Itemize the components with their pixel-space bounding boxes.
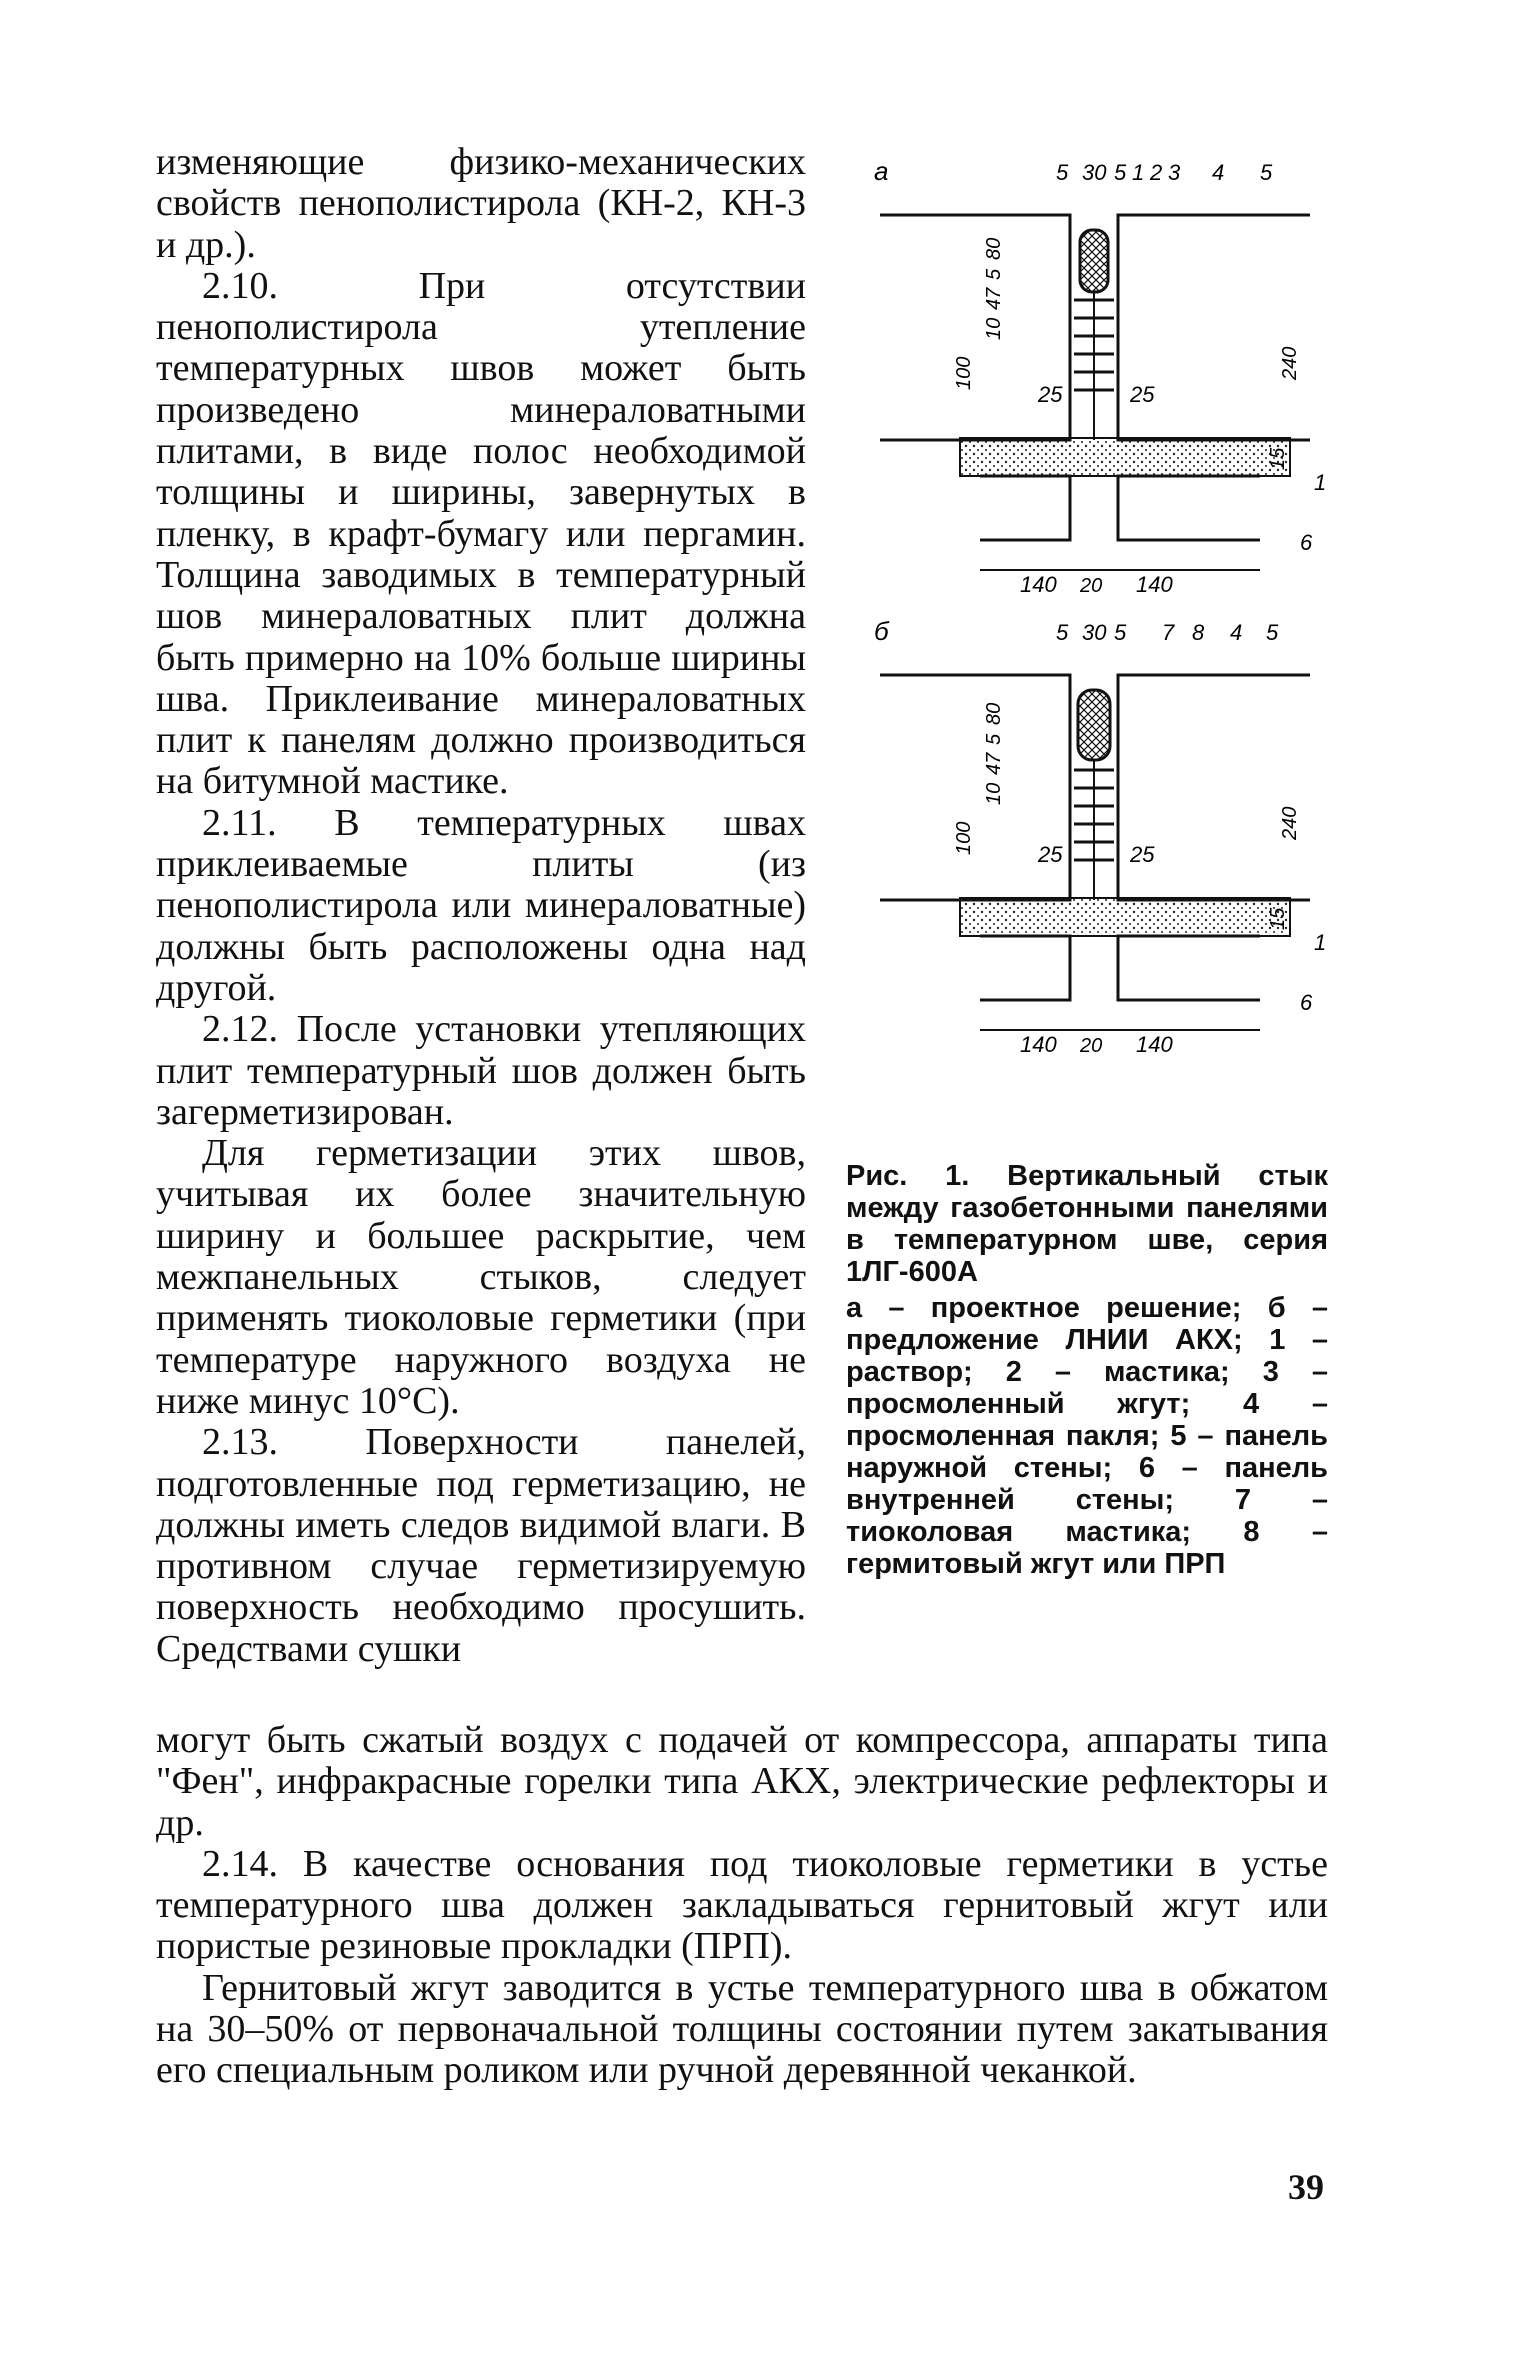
top-num-b-2: 30 xyxy=(1082,620,1107,645)
side-dim-b-47: 47 xyxy=(983,752,1005,775)
full-width-text xyxy=(156,1720,1328,2092)
paragraph-2-11: 2.11. В температурных швах приклеиваемые плиты (из пенополистирола или минераловатные) должны быть расположены одна над другой. xyxy=(156,801,806,1009)
paragraph-sealing: Для герметизации этих швов, учитывая их более значительную ширину и большее раскрытие, чем межпанельных стыков, следует применять тиоколовые герметики (при температуре наружного воздуха не ниже минус 10°С). xyxy=(156,1132,806,1422)
label-b: б xyxy=(874,616,889,646)
top-num-b-5: 8 xyxy=(1192,620,1205,645)
side-dim-47: 47 xyxy=(983,287,1005,310)
paragraph-gernit: Гернитовый жгут заводится в устье температурного шва в обжатом на 30–50% от первоначальной толщины состоянии путем закатывания его специальным роликом или ручной деревянной чеканкой. xyxy=(156,1966,1328,2092)
dim-140-right: 140 xyxy=(1136,572,1173,597)
dim-b-20: 20 xyxy=(1080,1035,1103,1057)
dim-b-25-right: 25 xyxy=(1130,842,1155,867)
paragraph-2-13-continued: могут быть сжатый воздух с подачей от компрессора, аппараты типа "Фен", инфракрасные горелки типа АКХ, электрические рефлекторы и др. xyxy=(156,1719,1328,1844)
top-num-a-2: 30 xyxy=(1082,160,1107,185)
side-dim-b-5: 5 xyxy=(983,733,1005,745)
dim-20: 20 xyxy=(1080,575,1103,597)
side-dim-b-80: 80 xyxy=(983,702,1005,725)
dim-b-140-left: 140 xyxy=(1020,1032,1057,1057)
top-num-a-7: 4 xyxy=(1212,160,1225,185)
top-num-a-8: 5 xyxy=(1260,160,1273,185)
side-dim-100: 100 xyxy=(953,356,975,390)
side-dim-b-100: 100 xyxy=(953,821,975,855)
callout-b-1: 1 xyxy=(1314,930,1327,955)
callout-1: 1 xyxy=(1314,470,1327,495)
top-num-b-4: 7 xyxy=(1162,620,1175,645)
top-num-a-6: 3 xyxy=(1168,160,1181,185)
dim-b-240: 240 xyxy=(1279,806,1301,840)
paragraph-continuation: изменяющие физико-механических свойств пенополистирола (КН-2, КН-3 и др.). xyxy=(156,141,806,266)
side-dim-80: 80 xyxy=(983,237,1005,260)
top-num-b-6: 4 xyxy=(1230,620,1243,645)
dim-b-140-right: 140 xyxy=(1136,1032,1173,1057)
drawing-a xyxy=(874,156,1326,597)
dim-25-right: 25 xyxy=(1130,382,1155,407)
side-dim-10: 10 xyxy=(983,317,1005,340)
top-num-b-1: 5 xyxy=(1056,620,1069,645)
dim-140-left: 140 xyxy=(1020,572,1057,597)
dim-240: 240 xyxy=(1279,346,1301,380)
label-a: а xyxy=(874,156,889,186)
side-dim-b-10: 10 xyxy=(983,782,1005,805)
caption-title: Рис. 1. Вертикальный стык между газобетонными панелями в температурном шве, серия 1ЛГ-600А xyxy=(846,1160,1328,1288)
callout-b-6: 6 xyxy=(1300,990,1313,1015)
side-dim-5: 5 xyxy=(983,268,1005,280)
page-number: 39 xyxy=(1288,2167,1324,2207)
left-column xyxy=(156,142,806,1670)
callout-6: 6 xyxy=(1300,530,1313,555)
paragraph-2-10: 2.10. При отсутствии пенополистирола утепление температурных швов может быть произведено минераловатными плитами, в виде полос необходимой толщины и ширины, завернутых в пленку, в крафт-бумагу или пергамин. Толщина заводимых в температурный шов минераловатных плит должна быть примерно на 10% больше ширины шва. Приклеивание минераловатных плит к панелям должно производиться на битумной мастике. xyxy=(156,264,806,803)
top-num-b-7: 5 xyxy=(1266,620,1279,645)
top-num-a-5: 2 xyxy=(1150,160,1163,185)
dim-15: 15 xyxy=(1267,447,1289,470)
top-num-a-4: 1 xyxy=(1132,160,1145,185)
top-num-a-1: 5 xyxy=(1056,160,1069,185)
dim-25-left: 25 xyxy=(1038,382,1063,407)
figure-caption xyxy=(846,1160,1328,1580)
dim-b-25-left: 25 xyxy=(1038,842,1063,867)
drawing-b xyxy=(874,616,1326,1057)
paragraph-2-13: 2.13. Поверхности панелей, подготовленные под герметизацию, не должны иметь следов видимой влаги. В противном случае герметизируемую поверхность необходимо просушить. Средствами сушки xyxy=(156,1421,806,1670)
caption-legend: а – проектное решение; б – предложение ЛНИИ АКХ; 1 – раствор; 2 – мастика; 3 – просмоленный жгут; 4 – просмоленная пакля; 5 – панель наружной стены; 6 – панель внутренней стены; 7 – тиоколовая мастика; 8 – гермитовый жгут или ПРП xyxy=(846,1292,1328,1580)
top-num-b-3: 5 xyxy=(1114,620,1127,645)
dim-b-15: 15 xyxy=(1267,907,1289,930)
paragraph-2-12: 2.12. После установки утепляющих плит температурный шов должен быть загерметизирован. xyxy=(156,1008,806,1133)
joint-figure xyxy=(860,140,1340,1100)
paragraph-2-14: 2.14. В качестве основания под тиоколовые герметики в устье температурного шва должен закладываться гернитовый жгут или пористые резиновые прокладки (ПРП). xyxy=(156,1842,1328,1968)
top-num-a-3: 5 xyxy=(1114,160,1127,185)
